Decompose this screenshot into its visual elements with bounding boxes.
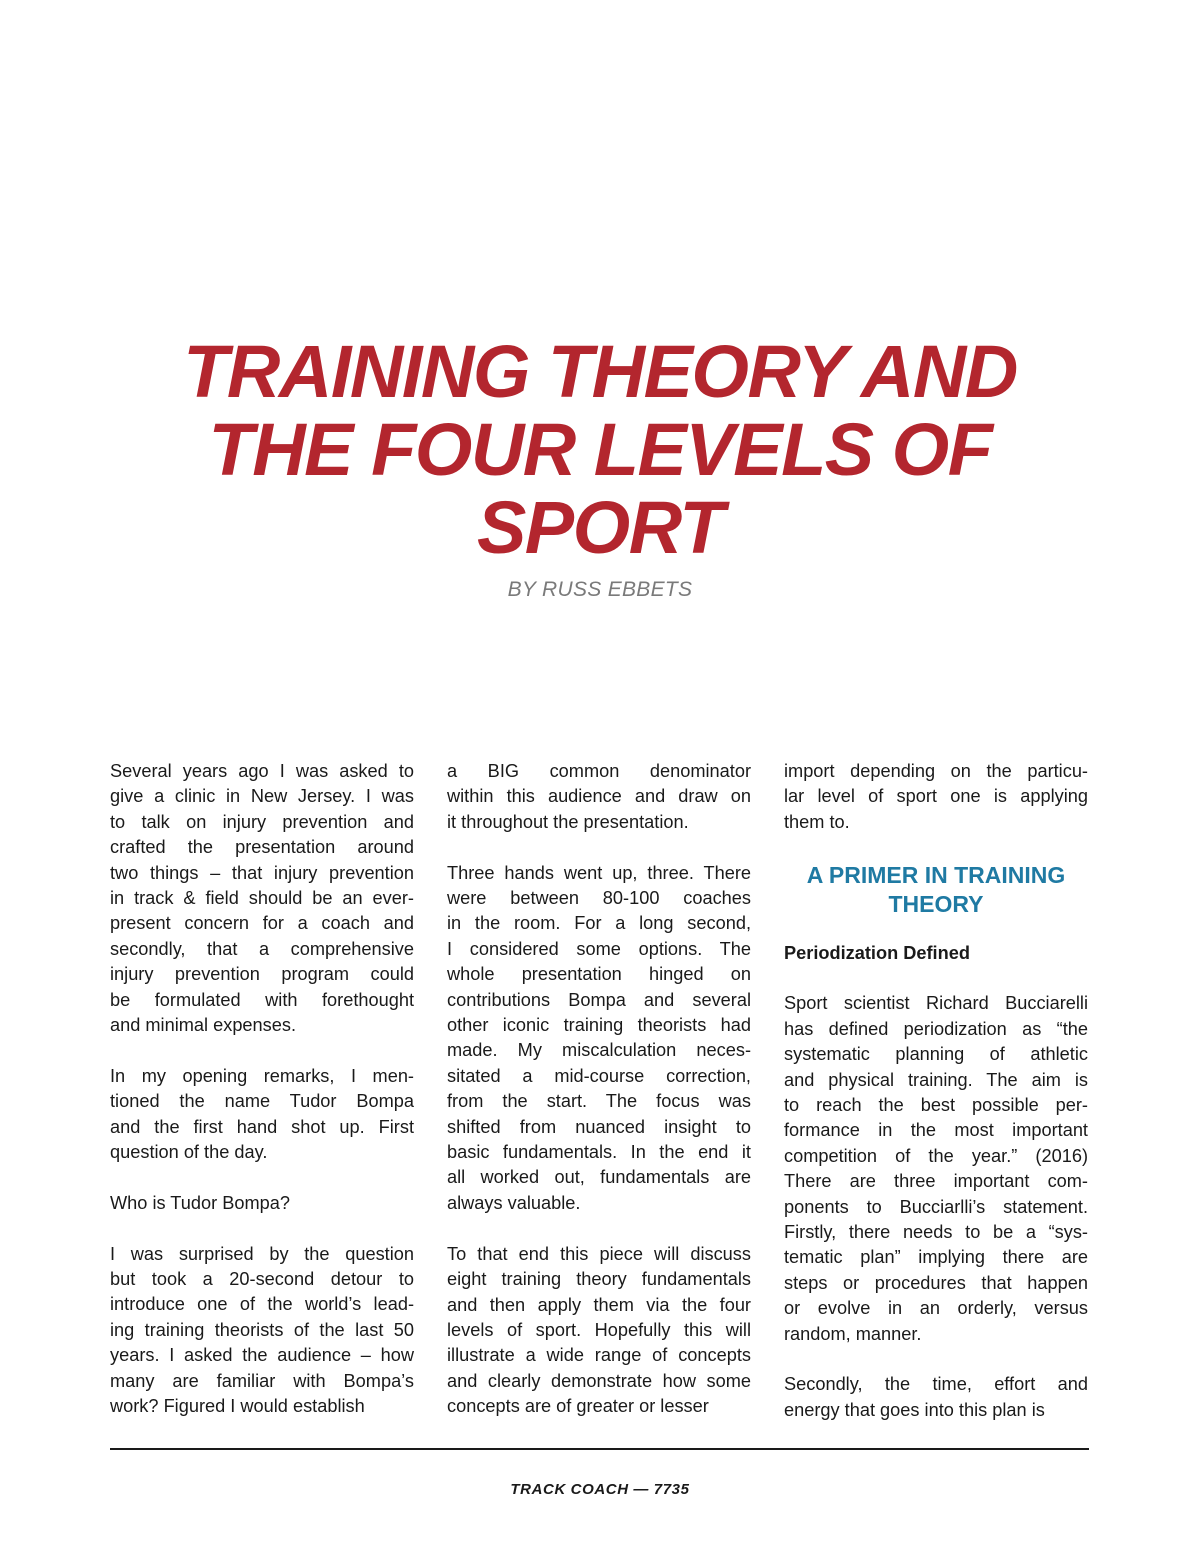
article-title-line-2: THE FOUR LEVELS OF bbox=[208, 408, 992, 491]
text-line: to reach the best possible per- bbox=[784, 1095, 1088, 1116]
text-line: lar level of sport one is applying bbox=[784, 786, 1088, 807]
text-line: but took a 20-second detour to bbox=[110, 1269, 414, 1290]
text-line: random, manner. bbox=[784, 1323, 922, 1344]
text-line: concepts are of greater or lesser bbox=[447, 1396, 709, 1417]
text-line: I considered some options. The bbox=[447, 938, 751, 959]
text-line: Firstly, there needs to be a “sys- bbox=[784, 1222, 1088, 1243]
text-line: to talk on injury prevention and bbox=[110, 811, 414, 832]
text-line: always valuable. bbox=[447, 1192, 581, 1213]
text-line: all worked out, fundamentals are bbox=[447, 1167, 751, 1188]
text-line: Three hands went up, three. There bbox=[447, 862, 751, 883]
text-line: present concern for a coach and bbox=[110, 913, 414, 934]
subsection-heading: Periodization Defined bbox=[784, 942, 970, 963]
text-line: eight training theory fundamentals bbox=[447, 1269, 751, 1290]
text-line: ponents to Bucciarlli’s statement. bbox=[784, 1196, 1088, 1217]
text-line: or evolve in an orderly, versus bbox=[784, 1298, 1088, 1319]
text-line: and then apply them via the four bbox=[447, 1294, 751, 1315]
text-line: crafted the presentation around bbox=[110, 837, 414, 858]
paragraph bbox=[447, 1242, 751, 1420]
text-line: To that end this piece will discuss bbox=[447, 1243, 751, 1264]
text-line: and the first hand shot up. First bbox=[110, 1116, 414, 1137]
text-line: formance in the most important bbox=[784, 1120, 1088, 1141]
body-column-1 bbox=[110, 759, 414, 1445]
text-line: tematic plan” implying there are bbox=[784, 1247, 1088, 1268]
column-3-body bbox=[784, 991, 1088, 1423]
text-line: and physical training. The aim is bbox=[784, 1069, 1088, 1090]
text-line: whole presentation hinged on bbox=[447, 964, 751, 985]
text-line: question of the day. bbox=[110, 1142, 268, 1163]
text-line: shifted from nuanced insight to bbox=[447, 1116, 751, 1137]
body-column-3 bbox=[784, 759, 1088, 1449]
text-line: other iconic training theorists had bbox=[447, 1015, 751, 1036]
text-line: There are three important com- bbox=[784, 1171, 1088, 1192]
paragraph bbox=[110, 759, 414, 1038]
text-line: it throughout the presentation. bbox=[447, 811, 689, 832]
section-heading-line-2: THEORY bbox=[888, 890, 984, 917]
text-line: made. My miscalculation neces- bbox=[447, 1040, 751, 1061]
paragraph bbox=[110, 1064, 414, 1166]
paragraph bbox=[784, 759, 1088, 835]
article-title bbox=[100, 330, 1100, 569]
text-line: competition of the year.” (2016) bbox=[784, 1145, 1088, 1166]
text-line: two things – that injury prevention bbox=[110, 862, 414, 883]
paragraph bbox=[110, 1191, 414, 1216]
text-line: has defined periodization as “the bbox=[784, 1018, 1088, 1039]
text-line: in track & field should be an ever- bbox=[110, 888, 414, 909]
paragraph bbox=[447, 759, 751, 835]
text-line: tioned the name Tudor Bompa bbox=[110, 1091, 414, 1112]
text-line: systematic planning of athletic bbox=[784, 1044, 1088, 1065]
text-line: energy that goes into this plan is bbox=[784, 1399, 1045, 1420]
section-heading-line-1: A PRIMER IN TRAINING bbox=[806, 861, 1066, 888]
body-column-2 bbox=[447, 759, 751, 1445]
byline: BY RUSS EBBETS bbox=[507, 578, 693, 601]
column-3-intro bbox=[784, 759, 1088, 835]
text-line: import depending on the particu- bbox=[784, 761, 1088, 781]
text-line: sitated a mid-course correction, bbox=[447, 1065, 751, 1086]
paragraph bbox=[447, 861, 751, 1217]
text-line: basic fundamentals. In the end it bbox=[447, 1142, 751, 1163]
text-line: Sport scientist Richard Bucciarelli bbox=[784, 993, 1088, 1014]
paragraph bbox=[110, 1242, 414, 1420]
text-line: many are familiar with Bompa’s bbox=[110, 1370, 414, 1391]
text-line: were between 80-100 coaches bbox=[447, 888, 751, 909]
text-line: In my opening remarks, I men- bbox=[110, 1065, 414, 1086]
paragraph bbox=[784, 991, 1088, 1347]
section-heading bbox=[784, 861, 1088, 919]
text-line: introduce one of the world’s lead- bbox=[110, 1294, 414, 1315]
text-line: from the start. The focus was bbox=[447, 1091, 751, 1112]
text-line: in the room. For a long second, bbox=[447, 913, 751, 934]
text-line: contributions Bompa and several bbox=[447, 989, 751, 1010]
text-line: years. I asked the audience – how bbox=[110, 1345, 414, 1366]
text-line: I was surprised by the question bbox=[110, 1243, 414, 1264]
article-title-line-3: SPORT bbox=[476, 486, 724, 569]
text-line: Several years ago I was asked to bbox=[110, 761, 414, 781]
paragraph bbox=[784, 1372, 1088, 1423]
article-title-line-1: TRAINING THEORY AND bbox=[183, 330, 1017, 413]
page-footer: TRACK COACH — 7735 bbox=[510, 1481, 690, 1498]
text-line: secondly, that a comprehensive bbox=[110, 938, 414, 959]
text-line: a BIG common denominator bbox=[447, 761, 751, 781]
text-line: steps or procedures that happen bbox=[784, 1272, 1088, 1293]
text-line: be formulated with forethought bbox=[110, 989, 414, 1010]
text-line: Who is Tudor Bompa? bbox=[110, 1192, 290, 1213]
text-line: them to. bbox=[784, 811, 850, 832]
text-line: and clearly demonstrate how some bbox=[447, 1370, 751, 1391]
text-line: levels of sport. Hopefully this will bbox=[447, 1319, 751, 1340]
text-line: ing training theorists of the last 50 bbox=[110, 1319, 414, 1340]
text-line: and minimal expenses. bbox=[110, 1015, 297, 1036]
text-line: injury prevention program could bbox=[110, 964, 414, 985]
footer-rule bbox=[110, 1448, 1089, 1450]
text-line: give a clinic in New Jersey. I was bbox=[110, 786, 414, 807]
text-line: Secondly, the time, effort and bbox=[784, 1374, 1088, 1395]
text-line: illustrate a wide range of concepts bbox=[447, 1345, 751, 1366]
text-line: work? Figured I would establish bbox=[110, 1396, 365, 1417]
text-line: within this audience and draw on bbox=[447, 786, 751, 807]
